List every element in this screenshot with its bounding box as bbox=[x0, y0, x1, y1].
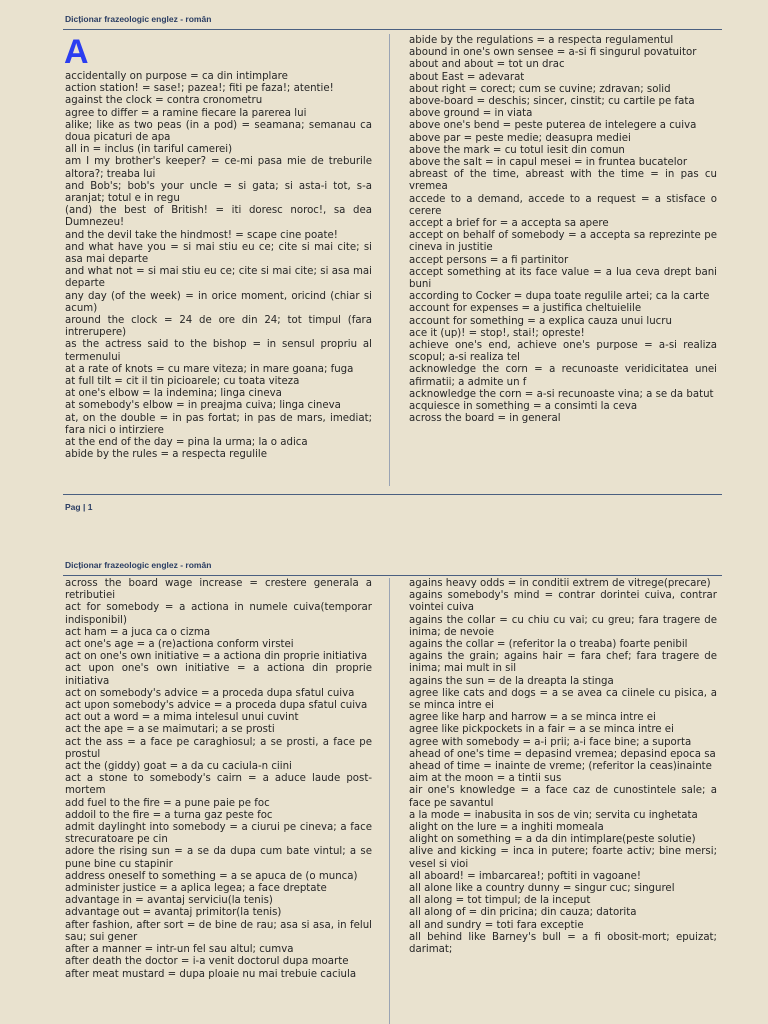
dictionary-entry: all aboard! = imbarcarea!; poftiti in vagoane! bbox=[409, 870, 641, 882]
dictionary-entry: across the board wage increase = crestere generala a retributiei bbox=[65, 578, 372, 602]
dictionary-entry: about and about = tot un drac bbox=[409, 59, 565, 71]
dictionary-entry: addoil to the fire = a turna gaz peste foc bbox=[65, 809, 273, 821]
dictionary-entry: after death the doctor = i-a venit doctorul dupa moarte bbox=[65, 956, 349, 968]
dictionary-entry: advantage in = avantaj serviciu(la tenis) bbox=[65, 895, 273, 907]
dictionary-entry: agains the collar = cu chiu cu vai; cu greu; fara tragere de inima; de nevoie bbox=[409, 614, 717, 638]
right-column bbox=[409, 578, 717, 956]
dictionary-entry: agree like harp and harrow = a se minca intre ei bbox=[409, 712, 656, 724]
dictionary-entry: action station! = sase!; pazea!; fiti pe faza!; atentie! bbox=[65, 83, 334, 95]
dictionary-entry: at the end of the day = pina la urma; la o adica bbox=[65, 437, 308, 449]
dictionary-entry: accept persons = a fi partinitor bbox=[409, 254, 569, 266]
dictionary-entry: and the devil take the hindmost! = scape cine poate! bbox=[65, 229, 338, 241]
dictionary-entry: abide by the rules = a respecta regulile bbox=[65, 449, 268, 461]
dictionary-entry: act the ass = a face pe caraghiosul; a se prosti, a face pe prostul bbox=[65, 736, 372, 760]
dictionary-entry: accept on behalf of somebody = a accepta sa reprezinte pe cineva in justitie bbox=[409, 230, 717, 254]
dictionary-entry: act on one's own initiative = a actiona din proprie initiativa bbox=[65, 651, 368, 663]
dictionary-entry: agree with somebody = a-i prii; a-i face bine; a suporta bbox=[409, 736, 692, 748]
dictionary-page-2 bbox=[0, 546, 768, 1024]
dictionary-entry: at one's elbow = la indemina; linga cineva bbox=[65, 388, 282, 400]
dictionary-entry: and what not = si mai stiu eu ce; cite si mai cite; si asa mai departe bbox=[65, 266, 372, 290]
dictionary-entry: act the (giddy) goat = a da cu caciula-n ciini bbox=[65, 761, 292, 773]
page-header: Dicționar frazeologic englez - român bbox=[65, 560, 212, 570]
dictionary-entry: acknowledge the corn = a-si recunoaste vina; a se da batut bbox=[409, 388, 714, 400]
header-divider bbox=[63, 575, 722, 576]
dictionary-entry: account for expenses = a justifica cheltuielile bbox=[409, 303, 642, 315]
dictionary-entry: act upon somebody's advice = a proceda dupa sfatul cuiva bbox=[65, 700, 368, 712]
dictionary-entry: admit daylinght into somebody = a ciurui pe cineva; a face strecuratoare pe cin bbox=[65, 822, 372, 846]
dictionary-entry: accede to a demand, accede to a request = a stisface o cerere bbox=[409, 193, 717, 217]
dictionary-entry: a la mode = inabusita in sos de vin; servita cu inghetata bbox=[409, 809, 698, 821]
dictionary-entry: am I my brother's keeper? = ce-mi pasa mie de treburile altora?; treaba lui bbox=[65, 156, 372, 180]
header-divider bbox=[63, 29, 722, 30]
dictionary-entry: any day (of the week) = in orice moment, oricind (chiar si acum) bbox=[65, 290, 372, 314]
dictionary-entry: act the ape = a se maimutari; a se prosti bbox=[65, 724, 275, 736]
dictionary-entry: accept a brief for = a accepta sa apere bbox=[409, 218, 609, 230]
dictionary-entry: against the clock = contra cronometru bbox=[65, 95, 263, 107]
dictionary-entry: all in = inclus (in tariful camerei) bbox=[65, 144, 233, 156]
dictionary-entry: after a manner = intr-un fel sau altul; cumva bbox=[65, 944, 294, 956]
dictionary-entry: above par = peste medie; deasupra mediei bbox=[409, 132, 631, 144]
column-divider bbox=[389, 578, 390, 1024]
dictionary-entry: accept something at its face value = a lua ceva drept bani buni bbox=[409, 266, 717, 291]
dictionary-entry: after meat mustard = dupa ploaie nu mai trebuie caciula bbox=[65, 968, 357, 980]
right-column bbox=[409, 35, 717, 426]
dictionary-entry: above one's bend = peste puterea de intelegere a cuiva bbox=[409, 120, 697, 132]
dictionary-entry: act for somebody = a actiona in numele cuiva(temporar indisponibil) bbox=[65, 602, 372, 626]
dictionary-entry: alike; like as two peas (in a pod) = seamana; semanau ca doua picaturi de apa bbox=[65, 119, 372, 144]
dictionary-entry: agains somebody's mind = contrar dorintei cuiva, contrar vointei cuiva bbox=[409, 590, 717, 614]
dictionary-entry: advantage out = avantaj primitor(la tenis) bbox=[65, 907, 282, 919]
dictionary-entry: at, on the double = in pas fortat; in pas de mars, imediat; fara nici o intirziere bbox=[65, 412, 372, 436]
dictionary-entry: air one's knowledge = a face caz de cunostintele sale; a face pe savantul bbox=[409, 785, 717, 809]
dictionary-entry: add fuel to the fire = a pune paie pe foc bbox=[65, 797, 270, 809]
dictionary-entry: about East = adevarat bbox=[409, 71, 525, 83]
dictionary-entry: ahead of one's time = depasind vremea; depasind epoca sa bbox=[409, 748, 716, 760]
dictionary-entry: agains heavy odds = in conditii extrem de vitrege(precare) bbox=[409, 578, 711, 589]
dictionary-entry: at somebody's elbow = in preajma cuiva; linga cineva bbox=[65, 400, 341, 412]
dictionary-entry: above the salt = in capul mesei = in fruntea bucatelor bbox=[409, 157, 688, 169]
dictionary-entry: ace it (up)! = stop!, stai!; opreste! bbox=[409, 327, 585, 339]
left-column bbox=[65, 578, 372, 981]
dictionary-entry: adore the rising sun = a se da dupa cum bate vintul; a se pune bine cu stapinir bbox=[65, 846, 372, 870]
dictionary-entry: acquiesce in something = a consimti la ceva bbox=[409, 401, 638, 413]
dictionary-entry: ahead of time = inainte de vreme; (referitor la ceas)inainte bbox=[409, 761, 712, 773]
dictionary-entry: agree to differ = a ramine fiecare la parerea lui bbox=[65, 107, 307, 119]
dictionary-entry: agains the sun = de la dreapta la stinga bbox=[409, 675, 614, 687]
dictionary-entry: act ham = a juca ca o cizma bbox=[65, 626, 211, 638]
dictionary-entry: and what have you = si mai stiu eu ce; cite si mai cite; si asa mai departe bbox=[65, 241, 372, 266]
dictionary-entry: all behind like Barney's bull = a fi obosit-mort; epuizat; darimat; bbox=[409, 931, 717, 956]
dictionary-entry: agains the collar = (referitor la o treaba) foarte penibil bbox=[409, 639, 688, 651]
page-header: Dicționar frazeologic englez - român bbox=[65, 14, 212, 24]
dictionary-entry: administer justice = a aplica legea; a face dreptate bbox=[65, 883, 327, 895]
dictionary-entry: above-board = deschis; sincer, cinstit; cu cartile pe fata bbox=[409, 96, 695, 108]
dictionary-entry: act upon one's own initiative = a actiona din proprie initiativa bbox=[65, 663, 372, 687]
dictionary-entry: abound in one's own sensee = a-si fi singurul povatuitor bbox=[409, 47, 697, 59]
dictionary-entry: address oneself to something = a se apuca de (o munca) bbox=[65, 870, 358, 882]
dictionary-entry: all along = tot timpul; de la inceput bbox=[409, 895, 591, 907]
dictionary-entry: and Bob's; bob's your uncle = si gata; si asta-i tot, s-a aranjat; totul e in regu bbox=[65, 180, 372, 205]
dictionary-entry: all and sundry = toti fara exceptie bbox=[409, 919, 584, 931]
dictionary-entry: accidentally on purpose = ca din intimplare bbox=[65, 71, 288, 82]
dictionary-entry: after fashion, after sort = de bine de rau; asa si asa, in felul sau; sui gener bbox=[65, 919, 372, 943]
dictionary-entry: agains the grain; agains hair = fara chef; fara tragere de inima; mai mult in sil bbox=[409, 651, 717, 675]
dictionary-entry: above the mark = cu totul iesit din comun bbox=[409, 144, 625, 156]
dictionary-entry: alight on something = a da din intimplare(peste solutie) bbox=[409, 834, 696, 846]
dictionary-entry: act on somebody's advice = a proceda dupa sfatul cuiva bbox=[65, 687, 355, 699]
dictionary-entry: agree like pickpockets in a fair = a se minca intre ei bbox=[409, 724, 674, 736]
footer-divider bbox=[63, 494, 722, 495]
dictionary-entry: achieve one's end, achieve one's purpose = a-si realiza scopul; a-si realiza tel bbox=[409, 340, 717, 364]
left-column bbox=[65, 71, 372, 462]
dictionary-entry: acknowledge the corn = a recunoaste veridicitatea unei afirmatii; a admite un f bbox=[409, 364, 717, 388]
dictionary-entry: above ground = in viata bbox=[409, 108, 533, 120]
dictionary-entry: act a stone to somebody's cairn = a aduce laude post-mortem bbox=[65, 773, 372, 797]
dictionary-entry: about right = corect; cum se cuvine; zdravan; solid bbox=[409, 83, 671, 95]
dictionary-entry: all alone like a country dunny = singur cuc; singurel bbox=[409, 883, 675, 895]
dictionary-entry: according to Cocker = dupa toate regulile artei; ca la carte bbox=[409, 291, 710, 303]
section-letter: A bbox=[64, 33, 89, 71]
dictionary-entry: (and) the best of British! = iti doresc noroc!, sa dea Dumnezeu! bbox=[65, 205, 372, 229]
page-number: Pag | 1 bbox=[65, 502, 93, 512]
dictionary-entry: across the board = in general bbox=[409, 413, 561, 425]
dictionary-entry: account for something = a explica cauza unui lucru bbox=[409, 315, 672, 327]
dictionary-entry: abreast of the time, abreast with the time = in pas cu vremea bbox=[409, 169, 717, 193]
dictionary-entry: alight on the lure = a inghiti momeala bbox=[409, 822, 604, 834]
dictionary-entry: aim at the moon = a tintii sus bbox=[409, 773, 562, 785]
dictionary-entry: abide by the regulations = a respecta regulamentul bbox=[409, 35, 674, 46]
dictionary-entry: at full tilt = cit il tin picioarele; cu toata viteza bbox=[65, 376, 300, 388]
dictionary-entry: all along of = din pricina; din cauza; datorita bbox=[409, 907, 637, 919]
dictionary-entry: at a rate of knots = cu mare viteza; in mare goana; fuga bbox=[65, 363, 354, 375]
dictionary-entry: around the clock = 24 de ore din 24; tot timpul (fara intrerupere) bbox=[65, 315, 372, 339]
dictionary-entry: alive and kicking = inca in putere; foarte activ; bine mersi; vesel si vioi bbox=[409, 846, 717, 870]
dictionary-entry: act out a word = a mima intelesul unui cuvint bbox=[65, 712, 299, 724]
dictionary-entry: as the actress said to the bishop = in sensul propriu al termenului bbox=[65, 339, 372, 363]
column-divider bbox=[389, 34, 390, 486]
dictionary-entry: act one's age = a (re)actiona conform virstei bbox=[65, 639, 294, 651]
dictionary-entry: agree like cats and dogs = a se avea ca ciinele cu pisica, a se minca intre ei bbox=[409, 687, 717, 712]
